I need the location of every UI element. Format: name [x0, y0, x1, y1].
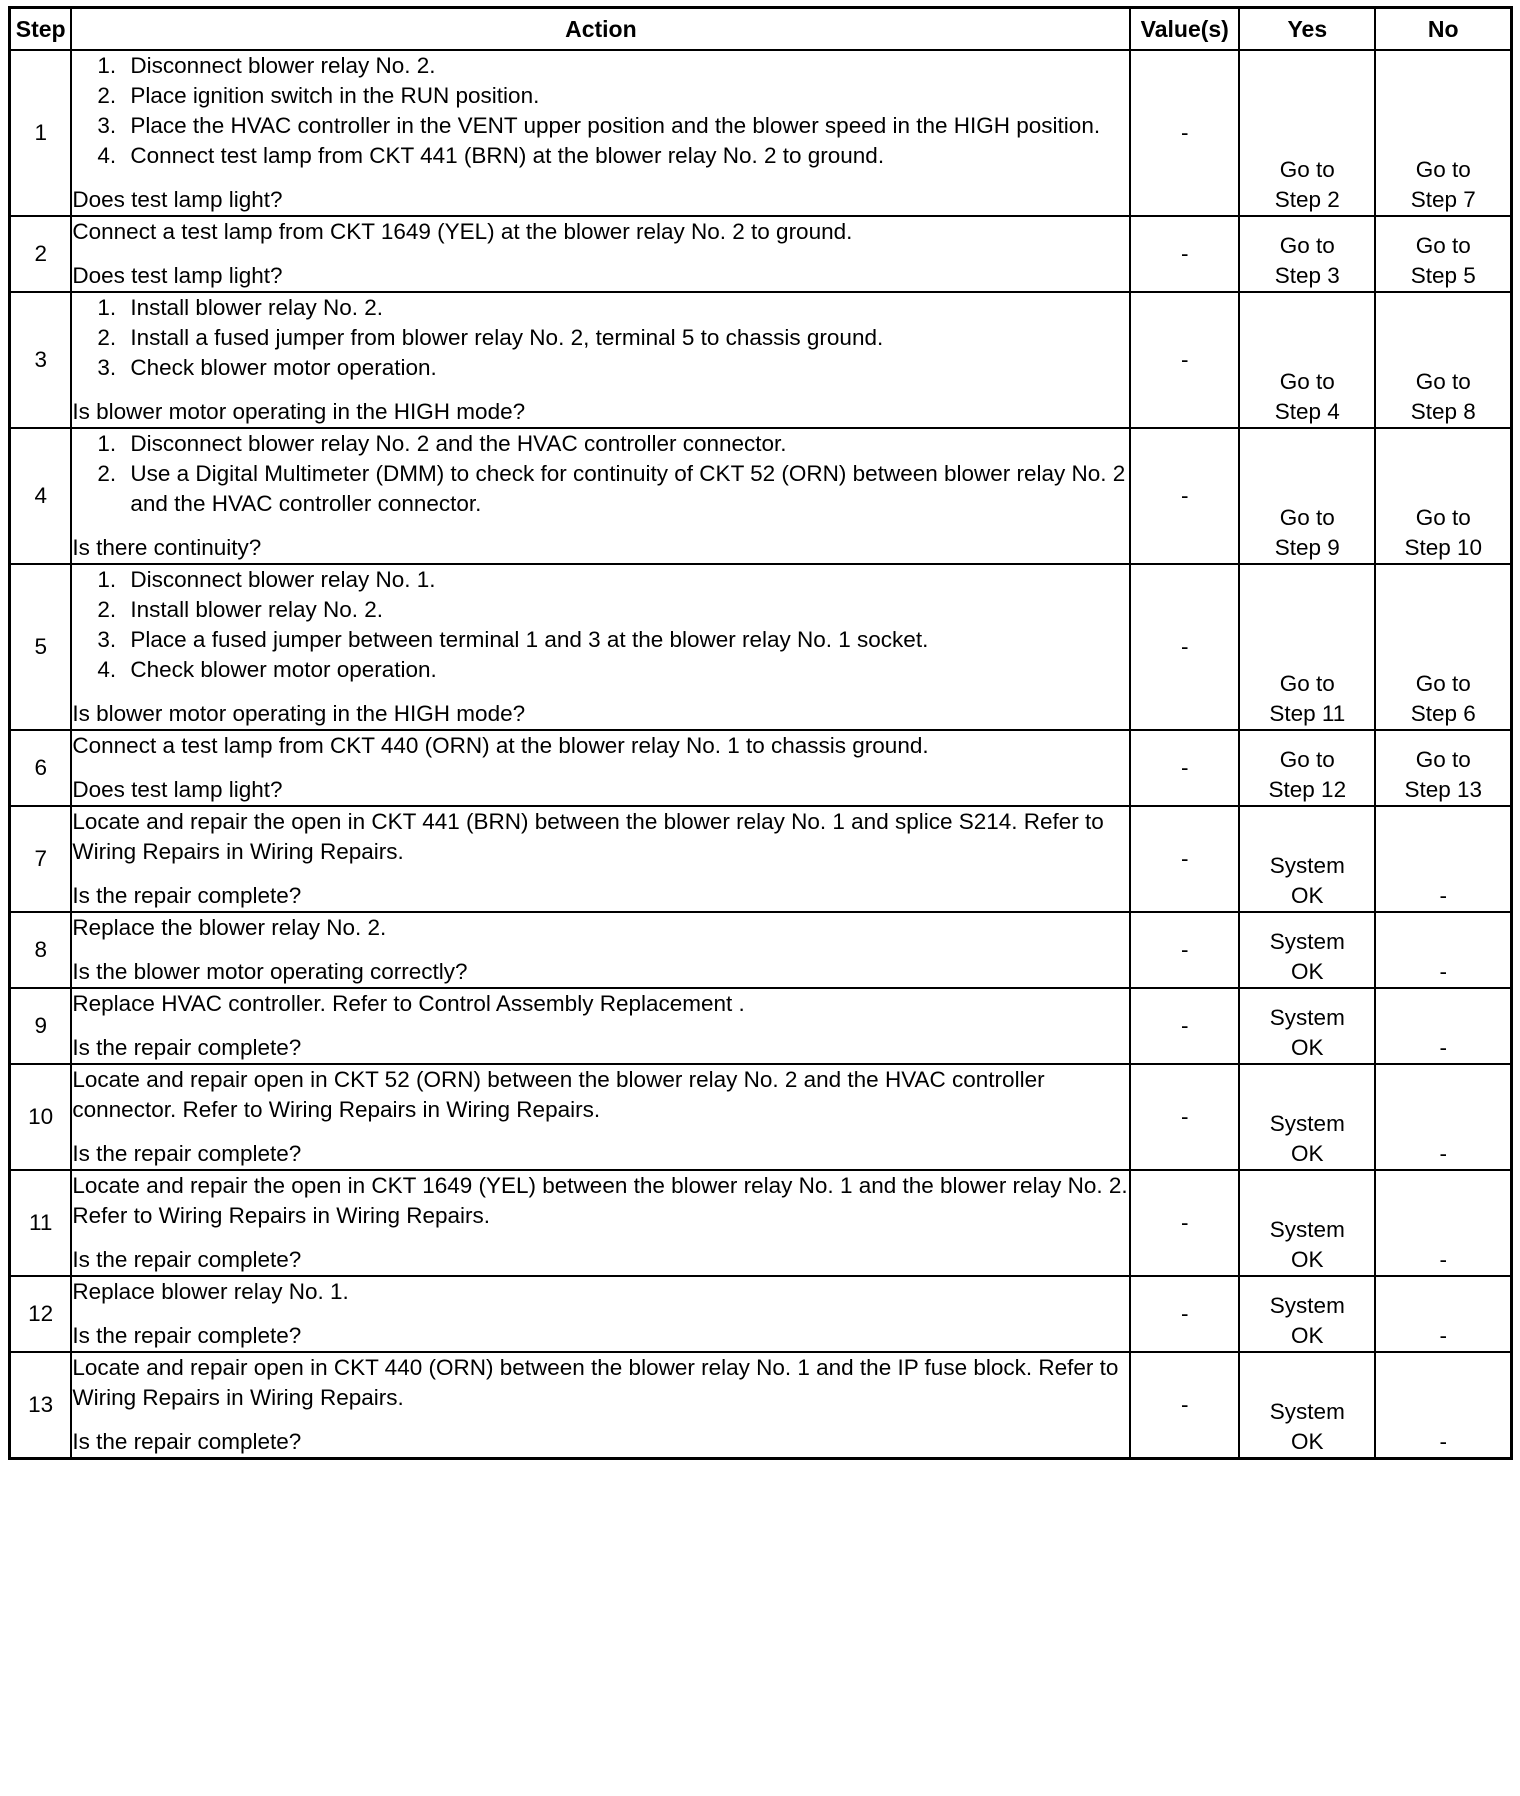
no-result-line: Go to [1415, 369, 1471, 394]
value-cell: - [1130, 806, 1239, 912]
no-cell [1375, 912, 1511, 988]
yes-cell [1239, 1352, 1375, 1459]
yes-result-line: OK [1291, 1323, 1324, 1348]
no-cell [1375, 50, 1511, 216]
no-result-line: Step 5 [1410, 263, 1476, 288]
step-number: 7 [10, 806, 72, 912]
table-row [10, 1064, 1512, 1170]
no-result-line: Step 10 [1404, 535, 1483, 560]
action-step-item: 3. Check blower motor operation. [122, 353, 1129, 383]
action-step-item: 3. Place a fused jumper between terminal 1 and 3 at the blower relay No. 1 socket. [122, 625, 1129, 655]
step-number: 5 [10, 564, 72, 730]
no-cell [1375, 730, 1511, 806]
no-result-line: Go to [1415, 671, 1471, 696]
action-question: Is there continuity? [72, 535, 262, 560]
yes-result-line: Go to [1279, 747, 1335, 772]
step-number: 12 [10, 1276, 72, 1352]
yes-result-line: OK [1291, 1141, 1324, 1166]
no-cell [1375, 216, 1511, 292]
action-cell [71, 730, 1130, 806]
action-text: Replace HVAC controller. Refer to Control Assembly Replacement . [72, 991, 745, 1016]
action-step-item: 3. Place the HVAC controller in the VENT upper position and the blower speed in the HIGH position. [122, 111, 1129, 141]
header-no: No [1375, 8, 1511, 51]
yes-result-line: System [1269, 1293, 1345, 1318]
value-cell: - [1130, 564, 1239, 730]
no-result-line: Go to [1415, 505, 1471, 530]
yes-result-line: Step 2 [1274, 187, 1340, 212]
yes-result-line: Step 11 [1269, 701, 1346, 726]
no-result-line: - [1439, 1035, 1447, 1060]
yes-cell [1239, 730, 1375, 806]
no-result-line: Go to [1415, 233, 1471, 258]
no-result-line: Step 7 [1410, 187, 1476, 212]
table-row [10, 50, 1512, 216]
header-values: Value(s) [1130, 8, 1239, 51]
action-question: Is blower motor operating in the HIGH mode? [72, 701, 526, 726]
table-row [10, 216, 1512, 292]
table-row [10, 912, 1512, 988]
action-question: Does test lamp light? [72, 777, 283, 802]
action-step-item: 2. Install a fused jumper from blower relay No. 2, terminal 5 to chassis ground. [122, 323, 1129, 353]
action-cell [71, 292, 1130, 428]
yes-cell [1239, 1276, 1375, 1352]
action-cell [71, 1170, 1130, 1276]
action-cell [71, 216, 1130, 292]
table-row [10, 1352, 1512, 1459]
yes-cell [1239, 806, 1375, 912]
yes-cell [1239, 1170, 1375, 1276]
step-number: 2 [10, 216, 72, 292]
action-cell [71, 1064, 1130, 1170]
no-cell [1375, 1352, 1511, 1459]
yes-result-line: System [1269, 1217, 1345, 1242]
yes-result-line: OK [1291, 1429, 1324, 1454]
action-question: Is the repair complete? [72, 1247, 302, 1272]
action-cell [71, 806, 1130, 912]
action-text: Connect a test lamp from CKT 440 (ORN) at the blower relay No. 1 to chassis ground. [72, 733, 929, 758]
step-number: 9 [10, 988, 72, 1064]
yes-result-line: Go to [1279, 157, 1335, 182]
action-step-item: 1. Install blower relay No. 2. [122, 293, 1129, 323]
action-cell [71, 912, 1130, 988]
value-cell: - [1130, 292, 1239, 428]
no-result-line: Go to [1415, 157, 1471, 182]
no-result-line: - [1439, 883, 1447, 908]
action-question: Is the blower motor operating correctly? [72, 959, 468, 984]
value-cell: - [1130, 1352, 1239, 1459]
action-text: Replace the blower relay No. 2. [72, 915, 387, 940]
no-cell [1375, 1276, 1511, 1352]
header-action: Action [71, 8, 1130, 51]
table-row [10, 1276, 1512, 1352]
yes-cell [1239, 564, 1375, 730]
action-question: Is the repair complete? [72, 1141, 302, 1166]
yes-cell [1239, 428, 1375, 564]
yes-result-line: Step 12 [1268, 777, 1347, 802]
header-row [10, 8, 1512, 51]
no-cell [1375, 564, 1511, 730]
action-text: Replace blower relay No. 1. [72, 1279, 349, 1304]
action-text: Locate and repair the open in CKT 1649 (YEL) between the blower relay No. 1 and the blower relay No. 2. Refer to Wiring Repairs in Wiring Repairs. [72, 1173, 1128, 1228]
yes-cell [1239, 216, 1375, 292]
value-cell: - [1130, 50, 1239, 216]
step-number: 13 [10, 1352, 72, 1459]
action-cell [71, 428, 1130, 564]
value-cell: - [1130, 1276, 1239, 1352]
no-result-line: - [1439, 959, 1447, 984]
value-cell: - [1130, 1170, 1239, 1276]
action-question: Is blower motor operating in the HIGH mode? [72, 399, 526, 424]
action-steps-list [72, 565, 1129, 685]
no-cell [1375, 1170, 1511, 1276]
action-cell [71, 988, 1130, 1064]
no-cell [1375, 988, 1511, 1064]
action-question: Does test lamp light? [72, 187, 283, 212]
value-cell: - [1130, 988, 1239, 1064]
step-number: 10 [10, 1064, 72, 1170]
value-cell: - [1130, 1064, 1239, 1170]
action-question: Is the repair complete? [72, 1035, 302, 1060]
step-number: 3 [10, 292, 72, 428]
no-result-line: Step 6 [1410, 701, 1476, 726]
no-result-line: - [1439, 1141, 1447, 1166]
action-cell [71, 564, 1130, 730]
table-body [10, 50, 1512, 1459]
action-step-item: 1. Disconnect blower relay No. 1. [122, 565, 1129, 595]
value-cell: - [1130, 216, 1239, 292]
yes-cell [1239, 50, 1375, 216]
no-cell [1375, 1064, 1511, 1170]
action-step-item: 1. Disconnect blower relay No. 2. [122, 51, 1129, 81]
action-step-item: 4. Check blower motor operation. [122, 655, 1129, 685]
yes-result-line: System [1269, 853, 1345, 878]
yes-result-line: Go to [1279, 369, 1335, 394]
no-result-line: - [1439, 1247, 1447, 1272]
step-number: 6 [10, 730, 72, 806]
action-step-item: 1. Disconnect blower relay No. 2 and the HVAC controller connector. [122, 429, 1129, 459]
action-steps-list [72, 51, 1129, 171]
yes-result-line: Step 9 [1274, 535, 1340, 560]
action-cell [71, 50, 1130, 216]
no-cell [1375, 806, 1511, 912]
action-text: Locate and repair open in CKT 440 (ORN) between the blower relay No. 1 and the IP fuse block. Refer to Wiring Repairs in Wiring Repairs. [72, 1355, 1119, 1410]
action-text: Locate and repair the open in CKT 441 (BRN) between the blower relay No. 1 and splice S214. Refer to Wiring Repairs in Wiring Repairs. [72, 809, 1104, 864]
yes-result-line: System [1269, 1399, 1345, 1424]
action-text: Connect a test lamp from CKT 1649 (YEL) at the blower relay No. 2 to ground. [72, 219, 853, 244]
step-number: 1 [10, 50, 72, 216]
table-row [10, 428, 1512, 564]
action-text: Locate and repair open in CKT 52 (ORN) between the blower relay No. 2 and the HVAC controller connector. Refer to Wiring Repairs in Wiring Repairs. [72, 1067, 1045, 1122]
no-result-line: Step 13 [1404, 777, 1483, 802]
diagnostic-table [8, 6, 1513, 1460]
value-cell: - [1130, 428, 1239, 564]
yes-cell [1239, 988, 1375, 1064]
action-question: Is the repair complete? [72, 883, 302, 908]
action-steps-list [72, 429, 1129, 519]
step-number: 11 [10, 1170, 72, 1276]
table-row [10, 564, 1512, 730]
yes-result-line: Step 3 [1274, 263, 1340, 288]
table-row [10, 988, 1512, 1064]
yes-result-line: OK [1291, 959, 1324, 984]
yes-result-line: OK [1291, 883, 1324, 908]
yes-result-line: OK [1291, 1247, 1324, 1272]
action-step-item: 2. Use a Digital Multimeter (DMM) to check for continuity of CKT 52 (ORN) between blower relay No. 2 and the HVAC controller connector. [122, 459, 1129, 519]
no-cell [1375, 292, 1511, 428]
value-cell: - [1130, 912, 1239, 988]
action-step-item: 4. Connect test lamp from CKT 441 (BRN) at the blower relay No. 2 to ground. [122, 141, 1129, 171]
yes-result-line: System [1269, 1111, 1345, 1136]
table-row [10, 292, 1512, 428]
yes-result-line: Step 4 [1274, 399, 1340, 424]
table-row [10, 730, 1512, 806]
header-yes: Yes [1239, 8, 1375, 51]
yes-cell [1239, 912, 1375, 988]
yes-result-line: Go to [1279, 233, 1335, 258]
action-step-item: 2. Install blower relay No. 2. [122, 595, 1129, 625]
no-result-line: - [1439, 1323, 1447, 1348]
yes-result-line: Go to [1279, 505, 1335, 530]
step-number: 4 [10, 428, 72, 564]
header-step: Step [10, 8, 72, 51]
yes-cell [1239, 292, 1375, 428]
no-result-line: Step 8 [1410, 399, 1476, 424]
yes-result-line: System [1269, 1005, 1345, 1030]
action-question: Is the repair complete? [72, 1429, 302, 1454]
yes-result-line: System [1269, 929, 1345, 954]
table-row [10, 806, 1512, 912]
yes-result-line: Go to [1279, 671, 1335, 696]
step-number: 8 [10, 912, 72, 988]
action-question: Does test lamp light? [72, 263, 283, 288]
action-cell [71, 1352, 1130, 1459]
table-row [10, 1170, 1512, 1276]
yes-cell [1239, 1064, 1375, 1170]
no-cell [1375, 428, 1511, 564]
action-step-item: 2. Place ignition switch in the RUN position. [122, 81, 1129, 111]
action-question: Is the repair complete? [72, 1323, 302, 1348]
action-steps-list [72, 293, 1129, 383]
yes-result-line: OK [1291, 1035, 1324, 1060]
no-result-line: - [1439, 1429, 1447, 1454]
no-result-line: Go to [1415, 747, 1471, 772]
value-cell: - [1130, 730, 1239, 806]
action-cell [71, 1276, 1130, 1352]
